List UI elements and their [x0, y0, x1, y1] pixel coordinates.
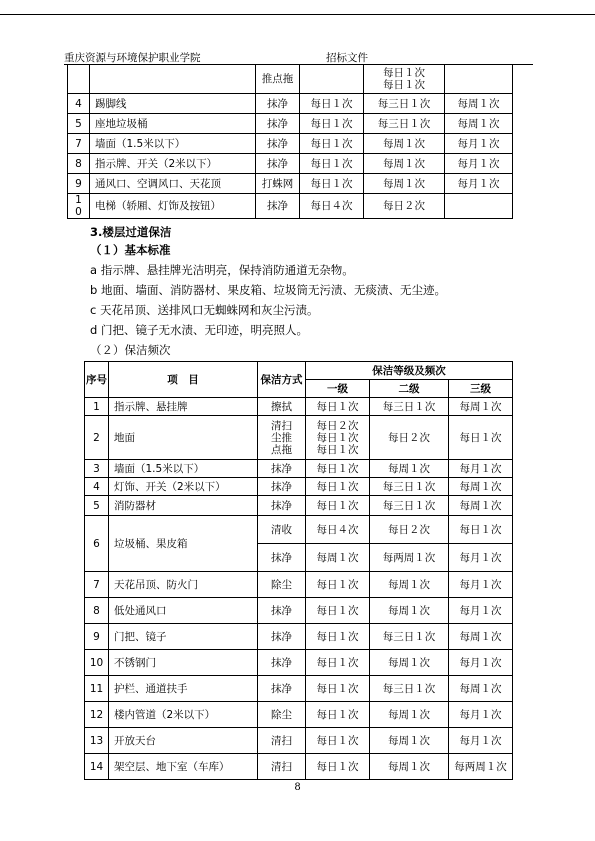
- cell-item: 指示牌、悬挂牌: [109, 398, 258, 416]
- table-row: [85, 398, 513, 416]
- cell-no: 6: [85, 516, 109, 572]
- table-continued: [67, 64, 513, 219]
- table-row: [85, 460, 513, 478]
- cell-line: 每日１次: [316, 431, 359, 444]
- cell-line: 每日１次: [383, 79, 425, 91]
- cell-level3: 每月１次: [449, 598, 513, 624]
- table-row: [68, 154, 513, 174]
- cell-no: 7: [68, 134, 90, 154]
- header-level2: 二级: [370, 380, 449, 398]
- cell-item: 楼内管道（2米以下）: [109, 702, 258, 728]
- cell-level3: [445, 194, 513, 219]
- cell-level2: 每两周１次: [370, 544, 449, 572]
- cell-level1: 每日１次: [306, 754, 370, 780]
- cell-level2: 每三日１次: [370, 496, 449, 516]
- section-title: 3.楼层过道保洁: [90, 225, 172, 239]
- cell-level2: 每周１次: [370, 460, 449, 478]
- cell-line: 点拖: [271, 443, 292, 456]
- header-doc-title: 招标文件: [326, 52, 368, 64]
- cell-no: 1 0: [68, 194, 90, 219]
- cell-no: 13: [85, 728, 109, 754]
- cell-method: 除尘: [258, 572, 306, 598]
- cell-level3: 每周１次: [449, 398, 513, 416]
- table-body: [68, 94, 513, 219]
- cell-item: 架空层、地下室（车库）: [109, 754, 258, 780]
- cell-level3: 每月１次: [445, 174, 513, 194]
- cell-level1: 每日１次: [306, 650, 370, 676]
- table-header-row: [85, 362, 513, 380]
- cell-line: 尘推: [271, 431, 292, 444]
- cell-level1: 每日１次: [306, 496, 370, 516]
- standard-paragraph: b 地面、墙面、消防器材、果皮箱、垃圾筒无污渍、无痰渍、无尘迹。: [90, 283, 446, 297]
- header-level3: 三级: [449, 380, 513, 398]
- cell-item: 低处通风口: [109, 598, 258, 624]
- header-item: 项 目: [109, 362, 258, 398]
- cell-line: 每日１次: [383, 67, 425, 79]
- cell-level3: 每月１次: [449, 572, 513, 598]
- cell-item: 踢脚线: [90, 94, 256, 114]
- cell-level3: 每两周１次: [449, 754, 513, 780]
- cell-item: 指示牌、开关（2米以下）: [90, 154, 256, 174]
- table-row: [85, 676, 513, 702]
- cell-item: 墙面（1.5米以下）: [109, 460, 258, 478]
- cell-level1: 每日１次: [300, 134, 364, 154]
- cell-level3: 每月１次: [445, 134, 513, 154]
- table-row: [68, 94, 513, 114]
- cell-level2: 每三日１次: [370, 676, 449, 702]
- cell-level2: 每周１次: [370, 702, 449, 728]
- frequency-table: [84, 361, 513, 780]
- cell-item: 护栏、通道扶手: [109, 676, 258, 702]
- cell-level3: 每周１次: [449, 676, 513, 702]
- cell-method: 抹净: [258, 496, 306, 516]
- cell-no: 5: [85, 496, 109, 516]
- table-row: [85, 624, 513, 650]
- cell-item: 开放天台: [109, 728, 258, 754]
- cell-method: 抹净: [256, 194, 300, 219]
- table-row: [68, 114, 513, 134]
- cell-level3: 每周１次: [445, 114, 513, 134]
- cell-item: 座地垃圾桶: [90, 114, 256, 134]
- cell-level1: 每日１次: [300, 94, 364, 114]
- standard-paragraph: a 指示牌、悬挂牌光洁明亮，保持消防通道无杂物。: [90, 263, 354, 277]
- cell-level3: 每月１次: [449, 702, 513, 728]
- subsection-title: （１）基本标准: [90, 243, 171, 257]
- table-row: [85, 572, 513, 598]
- cell-method: 除尘: [258, 702, 306, 728]
- table-row: [68, 194, 513, 219]
- header-method: 保洁方式: [258, 362, 306, 398]
- cell-no: 9: [85, 624, 109, 650]
- cell-method: 抹净: [258, 598, 306, 624]
- cell-item: 天花吊顶、防火门: [109, 572, 258, 598]
- cell-level2: 每三日１次: [370, 398, 449, 416]
- cell-method: 抹净: [258, 624, 306, 650]
- cell-level2: 每三日１次: [370, 624, 449, 650]
- table-row: [85, 516, 513, 544]
- cell-item: 消防器材: [109, 496, 258, 516]
- cell-no: 14: [85, 754, 109, 780]
- standard-paragraph: c 天花吊顶、送排风口无蜘蛛网和灰尘污渍。: [90, 303, 319, 317]
- cell-level2: 每周１次: [370, 754, 449, 780]
- table-row: [85, 598, 513, 624]
- header-level1: 一级: [306, 380, 370, 398]
- cell-level3: 每周１次: [449, 624, 513, 650]
- cell-item: 不锈钢门: [109, 650, 258, 676]
- cell-method: 抹净: [258, 478, 306, 496]
- cell-level3: 每周１次: [449, 478, 513, 496]
- table-row: [85, 478, 513, 496]
- cell-no: 11: [85, 676, 109, 702]
- cell-level2: 每三日１次: [364, 94, 445, 114]
- cell-method: 推点拖: [256, 65, 300, 94]
- cell-item: 地面: [109, 416, 258, 460]
- table-row: [68, 65, 513, 94]
- cell-level2: 每三日１次: [364, 114, 445, 134]
- cell-level3: 每日１次: [449, 416, 513, 460]
- cell-level1: 每日４次: [300, 194, 364, 219]
- cell-method: 清扫: [258, 728, 306, 754]
- cell-level1: 每日１次: [306, 676, 370, 702]
- page-header: [64, 50, 536, 64]
- cell-method: 清扫: [258, 754, 306, 780]
- cell-level1: 每日１次: [306, 702, 370, 728]
- cell-level2: 每周１次: [364, 134, 445, 154]
- table-row: [85, 650, 513, 676]
- cell-level1: 每日４次: [306, 516, 370, 544]
- cell-level3: 每月１次: [449, 460, 513, 478]
- cell-no: 8: [85, 598, 109, 624]
- cell-item: 灯饰、开关（2米以下）: [109, 478, 258, 496]
- cell-level1: 每日１次: [300, 154, 364, 174]
- cell-method: 抹净: [258, 650, 306, 676]
- cell-level1: 每日１次: [300, 174, 364, 194]
- cell-no: 2: [85, 416, 109, 460]
- table-row: [85, 702, 513, 728]
- cell-method: 抹净: [258, 544, 306, 572]
- header-school-name: 重庆资源与环境保护职业学院: [64, 52, 201, 64]
- cell-item: 门把、镜子: [109, 624, 258, 650]
- table-row: [85, 416, 513, 460]
- cell-level2: 每周１次: [370, 572, 449, 598]
- cell-line: 每日２次: [316, 419, 359, 432]
- page-number: 8: [294, 782, 301, 793]
- cell-no: 7: [85, 572, 109, 598]
- cell-level2: 每日２次: [370, 516, 449, 544]
- cell-no: 4: [68, 94, 90, 114]
- table-row: [85, 728, 513, 754]
- cell-no: [68, 65, 90, 94]
- table-body: [85, 398, 513, 780]
- cell-item: 电梯（轿厢、灯饰及按钮）: [90, 194, 256, 219]
- cell-level1: 每日１次: [306, 478, 370, 496]
- table-row: [85, 496, 513, 516]
- cell-level1: 每日１次: [306, 398, 370, 416]
- cell-level1: 每日１次: [306, 598, 370, 624]
- cell-level3: 每日１次: [449, 516, 513, 544]
- cell-no: 10: [85, 650, 109, 676]
- cell-item: 通风口、空调风口、天花顶: [90, 174, 256, 194]
- table-row: [85, 754, 513, 780]
- cell-level2: 每周１次: [370, 598, 449, 624]
- cell-level3: 每周１次: [449, 496, 513, 516]
- cell-level3: 每月１次: [445, 154, 513, 174]
- cell-level2: 每周１次: [370, 728, 449, 754]
- cell-method: 抹净: [258, 676, 306, 702]
- table-row: [68, 174, 513, 194]
- cell-level1: 每日１次: [306, 572, 370, 598]
- cell-method: 抹净: [256, 154, 300, 174]
- cell-level1: 每日１次: [306, 728, 370, 754]
- cell-item: 墙面（1.5米以下）: [90, 134, 256, 154]
- cell-level3: 每月１次: [449, 544, 513, 572]
- cell-method: 清收: [258, 516, 306, 544]
- cell-no: 3: [85, 460, 109, 478]
- cell-line: 清扫: [271, 419, 292, 432]
- cell-method: 抹净: [258, 460, 306, 478]
- cell-line: 每日１次: [316, 443, 359, 456]
- cell-item: 垃圾桶、果皮箱: [109, 516, 258, 572]
- cell-level1: [300, 65, 364, 94]
- cell-no: 12: [85, 702, 109, 728]
- cell-level2: 每日２次: [364, 194, 445, 219]
- cell-method: 抹净: [256, 114, 300, 134]
- cell-level3: 每周１次: [445, 94, 513, 114]
- header-no: 序号: [85, 362, 109, 398]
- standard-paragraph: d 门把、镜子无水渍、无印迹，明亮照人。: [90, 323, 308, 337]
- cell-method: [258, 416, 306, 460]
- cell-method: 擦拭: [258, 398, 306, 416]
- cell-level3: [445, 65, 513, 94]
- cell-level2: 每周１次: [364, 174, 445, 194]
- cell-level3: 每月１次: [449, 650, 513, 676]
- cell-no: 1: [85, 398, 109, 416]
- cell-no: 9: [68, 174, 90, 194]
- cell-level2: 每周１次: [370, 650, 449, 676]
- cell-no: 4: [85, 478, 109, 496]
- cell-level1: 每日１次: [306, 460, 370, 478]
- cell-level1: 每日１次: [306, 624, 370, 650]
- cell-method: 打蛛网: [256, 174, 300, 194]
- cell-method: 抹净: [256, 94, 300, 114]
- cell-level2: 每日２次: [370, 416, 449, 460]
- cell-level3: 每月１次: [449, 728, 513, 754]
- table-row: [68, 134, 513, 154]
- cell-method: 抹净: [256, 134, 300, 154]
- cell-level1: 每周１次: [306, 544, 370, 572]
- header-frequency: 保洁等级及频次: [306, 362, 513, 380]
- cell-level2: 每周１次: [364, 154, 445, 174]
- cell-no: 8: [68, 154, 90, 174]
- cell-no: 5: [68, 114, 90, 134]
- cell-item: [90, 65, 256, 94]
- cell-level1: [306, 416, 370, 460]
- cell-level2: [364, 65, 445, 94]
- subsection-title: （２）保洁频次: [90, 343, 171, 357]
- top-rule: [0, 14, 595, 15]
- cell-level1: 每日１次: [300, 114, 364, 134]
- cell-level2: 每三日１次: [370, 478, 449, 496]
